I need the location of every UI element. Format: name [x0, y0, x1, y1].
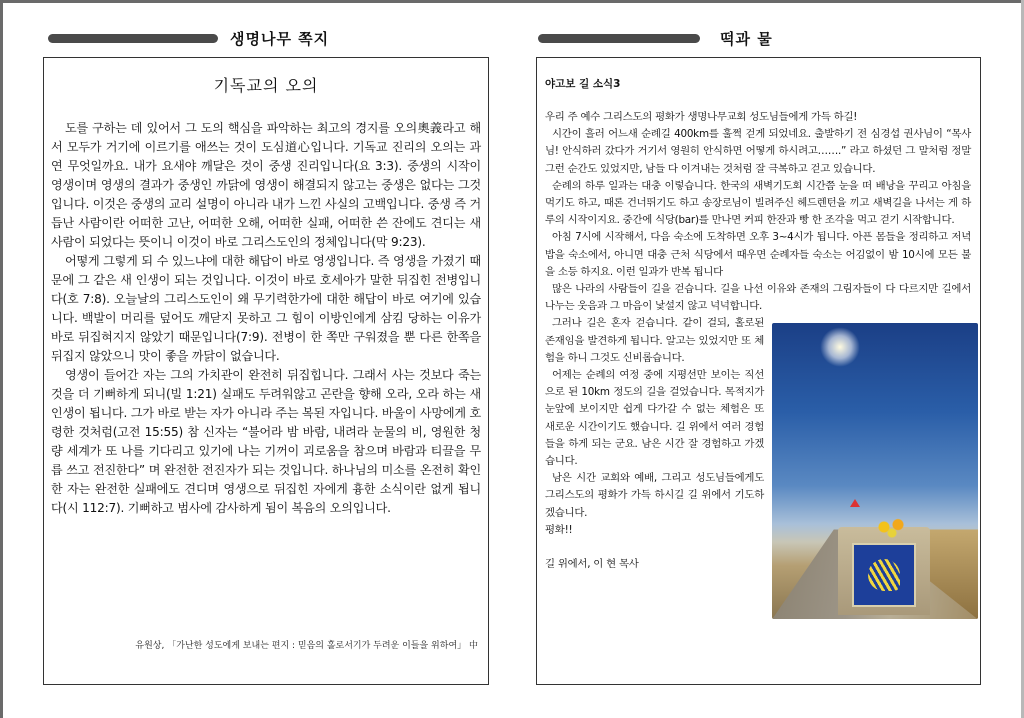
letter-body: [545, 109, 971, 619]
left-header-title: 생명나무 쪽지: [230, 30, 330, 48]
article-title: 기독교의 오의: [213, 76, 319, 95]
right-letter-panel: [536, 57, 981, 685]
letter-paragraph: 어제는 순례의 여정 중에 지평선만 보이는 직선으로 된 10km 정도의 길을 걸었습니다. 목적지가 눈앞에 보이지만 쉽게 다가갈 수 없는 체험은 또 새로운 시간이기도 했습니다. 길 위에서 여러 경험들을 하게 되는 군요. 남은 시간 잘 경험하고 가겠습니다.: [545, 369, 764, 468]
letter-paragraph: 순례의 하루 일과는 대충 이렇습니다. 한국의 새벽기도회 시간쯤 눈을 떠 배낭을 꾸리고 아침을 먹기도 하고, 때론 건너뛰기도 하고 송장로님이 빌려주신 헤드렌턴을 끼고 새벽길을 나서는 게 하루의 시작이지요. 중간에 식당(bar)를 만나면 커피 한잔과 빵 한 조각을 먹고 걷기 시작합니다.: [545, 179, 971, 227]
letter-paragraph: 시간이 흘러 어느새 순례길 400km를 훌쩍 걷게 되었네요. 출발하기 전 심경섭 권사님이 “목사님! 안식하러 갔다가 거기서 영원히 안식하면 어떻게 하시려고…….” 라고 하셨던 그 말처럼 정말 그런 순간도 있었지만, 남들 다 이겨내는 것처럼 잘 극복하고 걷고 있습니다.: [545, 128, 971, 175]
letter-signature: 길 위에서, 이 현 목사: [545, 558, 639, 571]
letter-paragraph: 그러나 길은 혼자 걷습니다. 같이 걸되, 홀로된 존재임을 발견하게 됩니다. 알고는 있었지만 또 체험을 하니 그것도 신비롭습니다.: [545, 317, 764, 364]
letter-closing: 평화!!: [545, 523, 573, 536]
scallop-shell-icon: [852, 543, 916, 607]
letter-title: 야고보 길 소식3: [545, 78, 621, 90]
right-header-bar: [538, 34, 700, 43]
letter-paragraph: 아침 7시에 시작해서, 다음 숙소에 도착하면 오후 3~4시가 됩니다. 아픈 몸들을 정리하고 저녁밥을 숙소에서, 아니면 대충 근처 식당에서 때우면 순례자들 숙소는 어김없이 밤 10시에 모든 불을 소등 하지요. 이런 일과가 반복 됩니다: [545, 231, 971, 278]
letter-paragraph: 많은 나라의 사람들이 길을 걷습니다. 길을 나선 이유와 존재의 그림자들이 다 다르지만 길에서 나누는 웃음과 그 마음이 낯설지 않고 넉넉합니다.: [545, 283, 971, 313]
right-header-title: 떡과 물: [720, 30, 773, 48]
flowers-icon: [872, 515, 912, 539]
article-paragraph: 영생이 들어간 자는 그의 가치관이 완전히 뒤집힙니다. 그래서 사는 것보다 죽는 것을 더 기뻐하게 되니(빌 1:21) 실패도 두려워않고 곤란을 향해 오라, 오라 하는 새 인생이 됩니다. 그가 바로 받는 자가 아니라 주는 복된 자입니다. 바울이 사망에게 호령한 것처럼(고전 15:55) 참 신자는 “불어라 밤 바람, 내려라 눈물의 비, 영원한 청량 세계가 또 나를 기다리고 있기에 나는 기꺼이 괴로움을 참으며 바람과 티끌을 무릅 쓰고 전진한다” 며 완전한 전진자가 되는 것입니다. 하나님의 미소를 온전히 확인한 자는 완전한 실패에도 견디며 영생으로 뒤집힌 자에게 흉한 소식이란 없게 됩니다(시 112:7). 기뻐하고 범사에 감사하게 됨이 복음의 오의입니다.: [51, 368, 481, 515]
sun-glare: [820, 327, 860, 367]
article-paragraph: 도를 구하는 데 있어서 그 도의 핵심을 파악하는 최고의 경지를 오의奧義라고 해서 모두가 거기에 이르기를 애쓰는 것이 도심道心입니다. 기독교 진리의 오의는 과연 무엇일까요. 내가 요새야 깨달은 것이 중생 진리입니다(요 3:3). 중생의 시작이 영생이며 영생의 결과가 중생인 까닭에 영생이 해결되지 않고는 중생은 없다는 그것입니다. 이것은 중생의 교리 설명이 아니라 내가 느낀 사실의 고백입니다. 중생 즉 거듭난 사람이란 어떠한 고난, 어떠한 오해, 어떠한 실패, 어떠한 쓴 잔에도 견디는 새 사람이 되었다는 뜻이니 이것이 바로 그리스도인의 정체입니다(막 9:23).: [51, 121, 481, 249]
letter-paragraph: 남은 시간 교회와 예배, 그리고 성도님들에게도 그리스도의 평화가 가득 하시길 길 위에서 기도하겠습니다.: [545, 472, 764, 519]
way-marker-stone: [838, 527, 930, 615]
article-paragraph: 어떻게 그렇게 되 수 있느냐에 대한 해답이 바로 영생입니다. 즉 영생을 가졌기 때문에 그 같은 새 인생이 되는 것입니다. 이것이 바로 호세아가 말한 뒤집힌 전병입니다(호 7:8). 오늘날의 그리스도인이 왜 무기력한가에 대한 해답이 바로 여기에 있습니다. 백발이 머리를 덮어도 깨닫지 못하고 그 힘이 이방인에게 삼킴 당하는 이유가 바로 뒤집혀지지 않았기 때문입니다(7:9). 전병이 한 쪽만 구워졌을 뿐 다른 한쪽을 뒤집지 않았으니 맛이 좋을 까닭이 없습니다.: [51, 254, 481, 363]
window-left-edge: [0, 0, 3, 718]
window-top-edge: [0, 0, 1024, 3]
road-sign-icon: [850, 499, 860, 507]
letter-greeting: 우리 주 예수 그리스도의 평화가 생명나무교회 성도님들에게 가득 하길!: [545, 111, 858, 123]
camino-road-photo-icon: [772, 323, 978, 619]
article-body: [51, 119, 481, 518]
article-source: 유원상, 「가난한 성도에게 보내는 편지 : 믿음의 홀로서기가 두려운 이들을 위하여」 中: [135, 641, 478, 651]
left-article-panel: [43, 57, 489, 685]
left-header-bar: [48, 34, 218, 43]
